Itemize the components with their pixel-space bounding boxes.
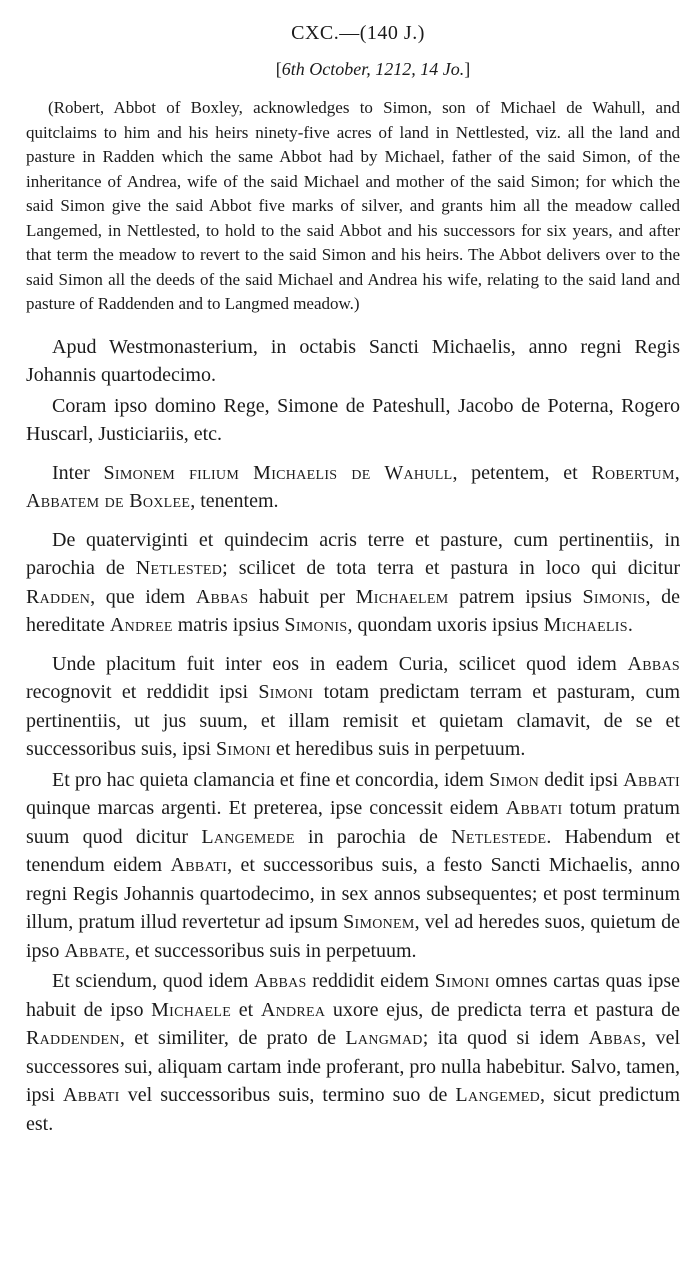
name-run: Netlestede — [451, 825, 547, 848]
text-run: , et similiter, de prato de — [119, 1027, 346, 1049]
name-run: Michaelem — [355, 585, 449, 608]
text-run: , tenentem. — [190, 490, 279, 512]
text-run: Inter — [52, 461, 104, 484]
date-bracket-close: ] — [464, 59, 471, 79]
name-run: Simoni — [434, 970, 490, 992]
name-run: Andree — [109, 614, 173, 636]
name-run: Abbati — [62, 1084, 120, 1106]
text-run: , petentem, et — [452, 461, 592, 484]
name-run: Michaelis — [543, 614, 628, 636]
name-run: Abbati — [170, 854, 228, 876]
plea-paragraph — [26, 650, 680, 764]
name-run: Abbas — [588, 1027, 642, 1049]
text-run: quinque marcas argenti. Et preterea, ipse concessit eidem — [26, 797, 506, 819]
name-run: Michaele — [151, 998, 232, 1021]
name-run: Abbate — [64, 939, 125, 962]
name-run: Simoni — [258, 681, 314, 703]
date-bracket-open: [ — [275, 59, 282, 79]
text-run: recognovit et reddidit ipsi — [26, 681, 259, 703]
name-run: Langemede — [201, 825, 295, 848]
name-run: Simon — [489, 768, 540, 791]
consideration-paragraph — [26, 766, 680, 966]
text-run: dedit ipsi — [539, 768, 624, 791]
place-and-date-paragraph: Apud Westmonasterium, in octabis Sancti Michaelis, anno regni Regis Johannis quartodecimo. — [26, 335, 680, 386]
text-run: , que idem — [90, 585, 196, 608]
name-run: Langmad — [345, 1027, 423, 1049]
text-run: , sicut predictum est. — [26, 1084, 681, 1135]
text-run: Unde placitum fuit inter eos in eadem Curia, scilicet quod idem — [52, 652, 628, 675]
text-run: Et pro hac quieta clamancia et fine et concordia, idem — [52, 768, 490, 791]
name-run: Abbas — [627, 652, 680, 675]
name-run: Andrea — [260, 998, 326, 1021]
text-run: , vel ad heredes suos, quietum de ipso — [26, 911, 681, 962]
text-run: totam predictam terram et pasturam, cum pertinentiis, ut jus suum, et illam remisit et quietam clamavit, de se et successoribus suis, ipsi — [26, 681, 680, 760]
justices-paragraph: Coram ipso domino Rege, Simone de Pateshull, Jacobo de Poterna, Rogero Huscarl, Justiciariis, etc. — [26, 394, 680, 445]
parties-paragraph — [26, 459, 680, 516]
name-run: Simonem — [343, 911, 415, 933]
deeds-paragraph — [26, 967, 680, 1138]
text-run: , et successoribus suis in perpetuum. — [124, 939, 417, 962]
text-run: matris ipsius — [172, 614, 285, 636]
text-run: . Habendum et tenendum eidem — [26, 825, 681, 876]
text-run: ; scilicet de tota terra et pastura in loco qui dicitur — [222, 557, 680, 579]
text-run: , vel successores sui, aliquam cartam inde proferant, pro nulla habebitur. Salvo, tamen, ipsi — [26, 1027, 680, 1106]
name-run: Raddenden — [26, 1027, 120, 1049]
name-run: Abbati — [623, 768, 680, 791]
name-run: Simonis — [582, 585, 646, 608]
name-run: Abbas — [195, 585, 249, 608]
text-run: patrem ipsius — [448, 585, 583, 608]
text-run: Et sciendum, quod idem — [52, 970, 255, 992]
date-text: 6th October, 1212, 14 Jo. — [281, 59, 465, 79]
text-run: , quondam uxoris ipsius — [347, 614, 544, 636]
english-summary: (Robert, Abbot of Boxley, acknowledges to Simon, son of Michael de Wahull, and quitclaims to him and his heirs ninety-five acres of land in Nettlested, viz. all the land and pasture in Radden which the same Abbot had by Michael, father of the said Simon, of the inheritance of Andrea, wife of the said Michael and mother of the said Simon; for which the said Simon give the said Abbot five marks of silver, and grants him all the meadow called Langemed, in Nettlested, to hold to the said Abbot and his successors for six years, and after that term the meadow to revert to the said Simon and his heirs. The Abbot delivers over to the said Simon all the deeds of the said Michael and Andrea his wife, relating to the said land and pasture of Raddenden and to Langmed meadow.) — [26, 98, 680, 313]
text-run: in parochia de — [294, 825, 452, 848]
name-run: Simoni — [216, 738, 271, 760]
text-run: ; ita quod si idem — [422, 1027, 589, 1049]
charter-date — [26, 59, 680, 80]
text-run: , de hereditate — [26, 585, 680, 636]
name-run: Simonem filium Michaelis de Wahull — [103, 461, 453, 484]
name-run: Robertum, Abbatem de Boxlee — [26, 461, 681, 512]
text-run: totum pratum suum quod dicitur — [26, 797, 680, 848]
text-run: uxore ejus, de predicta terra et pastura de — [325, 998, 680, 1021]
name-run: Langemed — [455, 1084, 541, 1106]
name-run: Abbas — [254, 970, 307, 992]
text-run: . — [627, 614, 633, 636]
text-run: omnes cartas quas ipse habuit de ipso — [26, 970, 680, 1021]
text-run: habuit per — [248, 585, 356, 608]
name-run: Simonis — [284, 614, 348, 636]
charter-heading: CXC.—(140 J.) — [291, 22, 425, 44]
text-run: vel successoribus suis, termino suo de — [119, 1084, 456, 1106]
name-run: Abbati — [505, 797, 563, 819]
name-run: Netlested — [135, 557, 223, 579]
name-run: Radden — [26, 585, 91, 608]
text-run: et heredibus suis in perpetuum. — [270, 738, 526, 760]
text-run: et — [231, 998, 261, 1021]
text-run: De quaterviginti et quindecim acris terre et pasture, cum pertinentiis, in parochia de — [26, 528, 680, 579]
land-description-paragraph — [26, 526, 680, 640]
text-run: , et successoribus suis, a festo Sancti Michaelis, anno regni Regis Johannis quartodecimo, in sex annos subsequentes; et post terminum illum, pratum illud revertetur ad ipsum — [26, 854, 681, 933]
text-run: reddidit eidem — [306, 970, 435, 992]
